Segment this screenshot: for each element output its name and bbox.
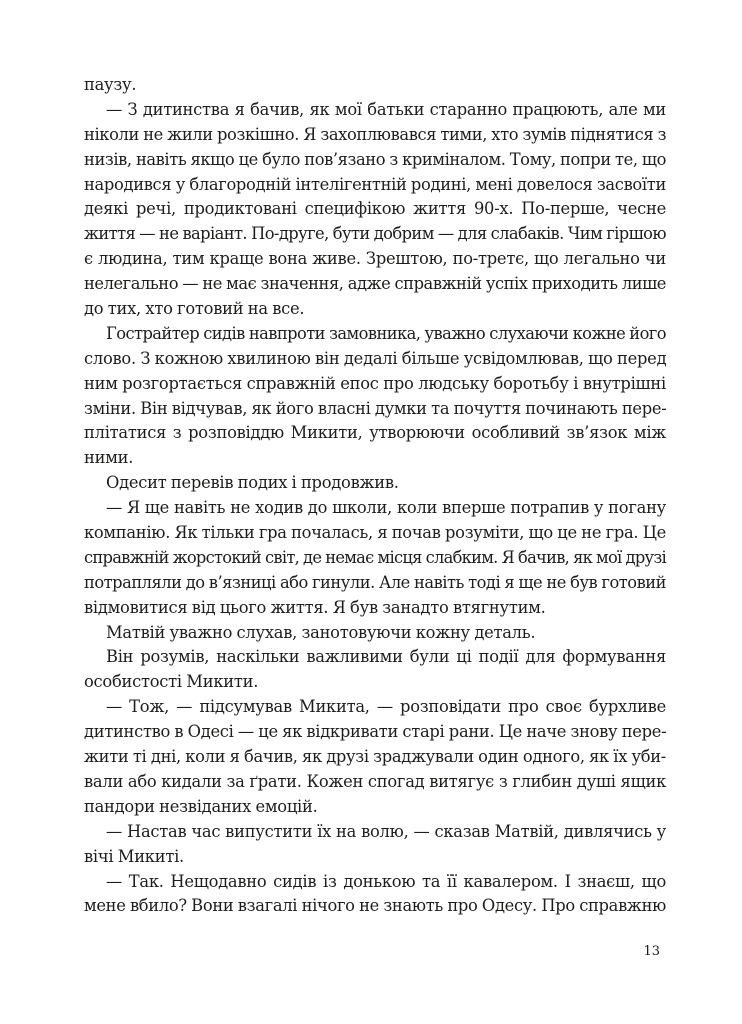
text-line: нелегально — не має значення, адже справжній успіх приходить лише [84, 274, 666, 294]
text-line: ними. [84, 448, 134, 468]
text-line: низів, навіть якщо це було пов’язано з криміналом. Тому, попри те, що [84, 149, 666, 169]
text-line: вали або кидали за ґрати. Кожен спогад витягує з глибин душі ящик [84, 771, 666, 791]
text-line: — Настав час випустити їх на волю, — сказав Матвій, дивлячись у [106, 821, 666, 841]
text-line: Він розумів, наскільки важливими були ці події для формування [106, 647, 666, 667]
text-line: Одесит перевів подих і продовжив. [106, 473, 399, 493]
text-line: життя — не варіант. По-друге, бути добрим — для слабаків. Чим гіршою [84, 224, 666, 244]
text-line: плітатися з розповіддю Микити, утворюючи особливий зв’язок між [84, 423, 666, 443]
text-line: компанію. Як тільки гра почалась, я почав розуміти, що це не гра. Це [84, 523, 666, 543]
text-line: жити ті дні, коли я бачив, як друзі зраджували один одного, як їх уби- [84, 747, 666, 767]
text-line: слово. З кожною хвилиною він дедалі більше усвідомлював, що перед [84, 348, 667, 368]
text-line: — Тож, — підсумував Микита, — розповідати про своє бурхливе [106, 697, 666, 717]
text-line: — Я ще навіть не ходив до школи, коли вперше потрапив у погану [106, 498, 666, 518]
text-line: зміни. Він відчував, як його власні думки та почуття починають пере- [84, 398, 667, 418]
text-line: деякі речі, продиктовані специфікою життя 90-х. По-перше, чесне [84, 199, 666, 219]
text-line: паузу. [84, 75, 137, 94]
text-line: Матвій уважно слухав, занотовуючи кожну деталь. [106, 622, 536, 642]
text-line: ним розгортається справжній епос про людську боротьбу і внутрішні [84, 373, 666, 393]
text-line: — Так. Нещодавно сидів із донькою та її кавалером. І знаєш, що [106, 871, 666, 891]
text-line: потрапляли до в’язниці або гинули. Але навіть тоді я ще не був готовий [84, 572, 666, 592]
text-line: відмовитися від цього життя. Я був занадто втягнутим. [84, 597, 546, 617]
page-number: 13 [643, 944, 660, 959]
body-text [84, 73, 666, 919]
text-line: справжній жорстокий світ, де немає місця слабким. Я бачив, як мої друзі [84, 547, 666, 567]
text-line: вічі Микиті. [84, 846, 184, 866]
text-line: дитинство в Одесі — це як відкривати старі рани. Це наче знову пере- [84, 722, 667, 742]
text-line: ніколи не жили розкішно. Я захоплювався тими, хто зумів піднятися з [84, 124, 667, 144]
text-line: пандори незвіданих емоцій. [84, 796, 318, 816]
text-line: — З дитинства я бачив, як мої батьки старанно працюють, але ми [106, 99, 666, 119]
text-line: особистості Микити. [84, 672, 259, 692]
text-line: до тих, хто готовий на все. [84, 299, 305, 319]
text-line: є людина, тим краще вона живе. Зрештою, по-третє, що легально чи [84, 249, 666, 269]
text-line: народився у благородній інтелігентній родині, мені довелося засвоїти [84, 174, 666, 194]
text-line: Гострайтер сидів навпроти замовника, уважно слухаючи кожне його [106, 323, 666, 343]
text-line: мене вбило? Вони взагалі нічого не знають про Одесу. Про справжню [84, 896, 666, 916]
